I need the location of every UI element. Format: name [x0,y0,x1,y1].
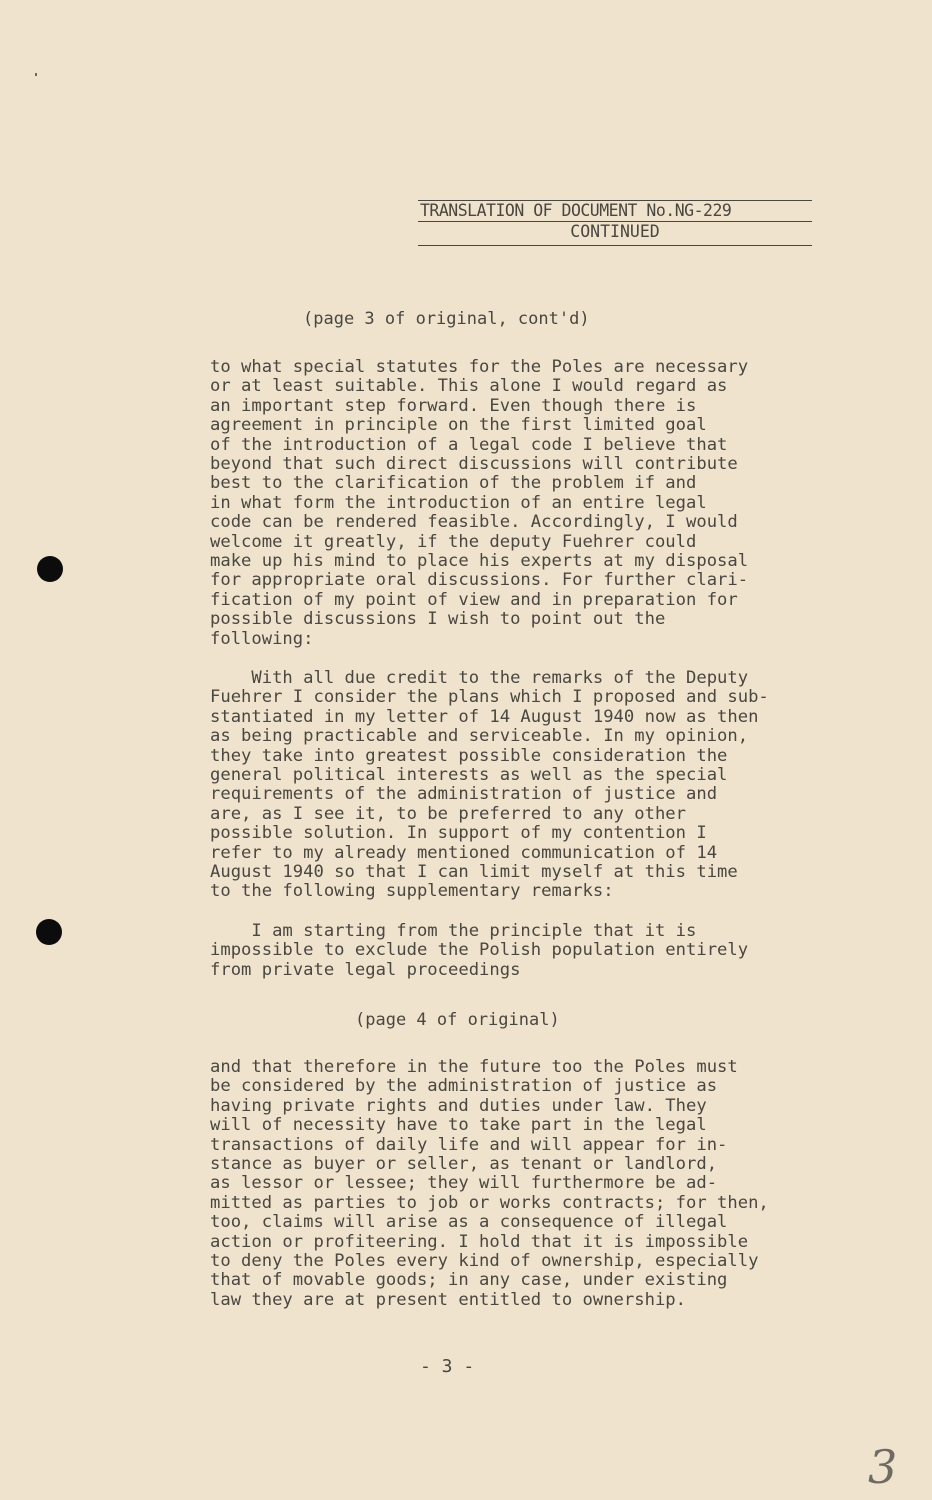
text-line: fication of my point of view and in preparation for [210,589,738,610]
document-subtitle: CONTINUED [570,222,660,241]
text-line: are, as I see it, to be preferred to any other [210,803,686,824]
text-line: law they are at present entitled to ownership. [210,1289,686,1310]
text-line: welcome it greatly, if the deputy Fuehrer could [210,531,697,552]
text-line: for appropriate oral discussions. For further clari- [210,570,749,591]
text-line: in what form the introduction of an entire legal [210,492,707,513]
document-header [418,200,812,246]
text-line: having private rights and duties under law. They [210,1095,707,1116]
text-line: refer to my already mentioned communication of 14 [210,842,718,863]
text-line: I am starting from the principle that it is [210,921,697,941]
text-line: action or profiteering. I hold that it is impossible [210,1231,749,1252]
punch-hole-top [37,556,63,582]
text-line: best to the clarification of the problem if and [210,473,697,494]
text-line: they take into greatest possible consideration the [210,745,728,766]
text-line: too, claims will arise as a consequence of illegal [210,1212,728,1233]
text-line: transactions of daily life and will appear for in- [210,1134,728,1155]
text-line: August 1940 so that I can limit myself at this time [210,862,738,883]
text-line: beyond that such direct discussions will contribute [210,454,738,475]
text-line: code can be rendered feasible. Accordingly, I would [210,512,738,533]
text-line: stantiated in my letter of 14 August 1940 now as then [210,706,759,727]
text-line: and that therefore in the future too the Poles must [210,1057,738,1077]
text-line: agreement in principle on the first limited goal [210,415,707,436]
paper-speck [35,73,37,76]
text-line: to deny the Poles every kind of ownership, especially [210,1251,759,1272]
paragraph-4 [210,1058,769,1310]
text-line: be considered by the administration of justice as [210,1076,718,1097]
text-line: general political interests as well as the special [210,765,728,786]
page-note-3: (page 3 of original, cont'd) [303,309,590,329]
paragraph-3 [210,922,748,980]
header-rule [418,245,812,246]
page-note-4: (page 4 of original) [355,1010,560,1030]
text-line: to what special statutes for the Poles are necessary [210,357,749,377]
text-line: or at least suitable. This alone I would regard as [210,376,728,397]
text-line: to the following supplementary remarks: [210,881,614,902]
text-line: an important step forward. Even though there is [210,395,697,416]
text-line: that of movable goods; in any case, under existing [210,1270,728,1291]
text-line: from private legal proceedings [210,959,521,980]
paragraph-1 [210,358,748,649]
text-line: following: [210,628,314,649]
punch-hole-bottom [36,919,62,945]
page-number: - 3 - [420,1356,475,1377]
text-line: of the introduction of a legal code I believe that [210,434,728,455]
text-line: make up his mind to place his experts at my disposal [210,551,749,572]
text-line: stance as buyer or seller, as tenant or landlord, [210,1154,718,1175]
text-line: possible discussions I wish to point out the [210,609,666,630]
handwritten-page-mark: 3 [868,1440,898,1494]
text-line: With all due credit to the remarks of the Deputy [210,668,749,688]
text-line: possible solution. In support of my contention I [210,823,707,844]
text-line: mitted as parties to job or works contracts; for then, [210,1192,769,1213]
paragraph-2 [210,669,769,902]
text-line: requirements of the administration of justice and [210,784,718,805]
text-line: as being practicable and serviceable. In my opinion, [210,726,749,747]
text-line: as lessor or lessee; they will furthermore be ad- [210,1173,718,1194]
document-title: TRANSLATION OF DOCUMENT No.NG-229 [418,200,812,222]
text-line: impossible to exclude the Polish population entirely [210,940,749,961]
text-line: Fuehrer I consider the plans which I proposed and sub- [210,687,769,708]
text-line: will of necessity have to take part in the legal [210,1115,707,1136]
